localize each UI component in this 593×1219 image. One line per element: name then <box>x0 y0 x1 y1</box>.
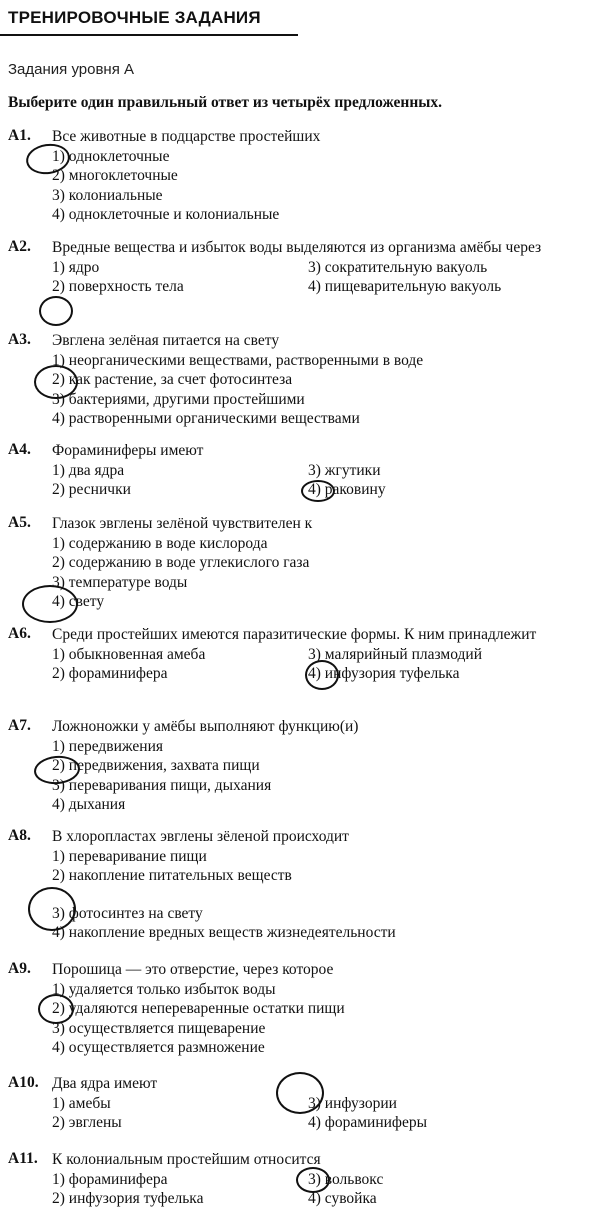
option-1[interactable]: 1) амебы <box>52 1094 111 1112</box>
option-2[interactable]: 2) удаляются непереваренные остатки пищи <box>52 1000 345 1017</box>
question-text: Ложноножки у амёбы выполняют функцию(и) <box>52 718 359 735</box>
question-a5 <box>8 514 590 612</box>
option-1[interactable]: 1) два ядра <box>52 461 125 479</box>
question-a10 <box>8 1074 590 1133</box>
options-grid <box>52 1170 590 1209</box>
option-2[interactable]: 2) накопление питательных веществ <box>52 867 292 884</box>
question-a1 <box>8 127 590 225</box>
option-3[interactable]: 3) переваривания пищи, дыхания <box>52 776 272 794</box>
option-2[interactable]: 2) инфузория туфелька <box>52 1190 204 1207</box>
option-1[interactable]: 1) ядро <box>52 258 100 276</box>
option-2[interactable]: 2) как растение, за счет фотосинтеза <box>52 371 293 388</box>
option-1[interactable]: 1) обыкновенная амеба <box>52 645 206 663</box>
question-text: Все животные в подцарстве простейших <box>52 128 321 145</box>
option-4[interactable]: 4) инфузория туфелька <box>308 665 460 682</box>
option-4[interactable]: 4) раковину <box>308 481 386 498</box>
question-a2 <box>8 238 590 297</box>
option-2[interactable]: 2) содержанию в воде углекислого газа <box>52 554 310 571</box>
question-number: А10. <box>8 1074 39 1091</box>
option-1[interactable]: 1) передвижения <box>52 737 163 755</box>
option-3[interactable]: 3) температуре воды <box>52 573 188 591</box>
question-a4 <box>8 441 590 500</box>
option-2[interactable]: 2) эвглены <box>52 1114 122 1131</box>
question-text: В хлоропластах эвглены зёленой происходит <box>52 828 349 845</box>
option-4[interactable]: 4) пищеварительную вакуоль <box>308 278 502 295</box>
question-text: Два ядра имеют <box>52 1075 158 1092</box>
question-number: А4. <box>8 441 31 458</box>
option-3[interactable]: 3) инфузории <box>308 1094 397 1112</box>
option-2[interactable]: 2) поверхность тела <box>52 278 184 295</box>
question-a7 <box>8 717 590 815</box>
option-3[interactable]: 3) фотосинтез на свету <box>52 904 203 922</box>
question-number: А11. <box>8 1150 38 1167</box>
question-number: А1. <box>8 127 31 144</box>
question-text: Порошица — это отверстие, через которое <box>52 961 334 978</box>
option-3[interactable]: 3) осуществляется пищеварение <box>52 1019 266 1037</box>
option-2[interactable]: 2) многоклеточные <box>52 167 178 184</box>
options-list <box>52 534 590 612</box>
option-2[interactable]: 2) передвижения, захвата пищи <box>52 757 260 774</box>
title-underline <box>0 34 298 36</box>
question-number: А7. <box>8 717 31 734</box>
option-4[interactable]: 4) осуществляется размножение <box>52 1039 265 1056</box>
question-text: Глазок эвглены зелёной чувствителен к <box>52 515 313 532</box>
option-1[interactable]: 1) одноклеточные <box>52 147 170 165</box>
question-text: Вредные вещества и избыток воды выделяются из организма амёбы через <box>52 239 542 256</box>
options-list <box>52 980 590 1058</box>
option-4[interactable]: 4) дыхания <box>52 796 126 813</box>
question-number: А5. <box>8 514 31 531</box>
question-text: К колониальным простейшим относится <box>52 1151 321 1168</box>
option-2[interactable]: 2) фораминифера <box>52 665 168 682</box>
option-1[interactable]: 1) неорганическими веществами, растворенными в воде <box>52 351 424 369</box>
option-3[interactable]: 3) колониальные <box>52 186 163 204</box>
option-4[interactable]: 4) растворенными органическими веществами <box>52 410 360 427</box>
question-a3 <box>8 331 590 429</box>
options-list <box>52 847 590 943</box>
options-grid <box>52 461 590 500</box>
options-list <box>52 351 590 429</box>
question-number: А6. <box>8 625 31 642</box>
question-number: А2. <box>8 238 31 255</box>
option-4[interactable]: 4) свету <box>52 593 105 610</box>
option-4[interactable]: 4) сувойка <box>308 1190 377 1207</box>
option-3[interactable]: 3) бактериями, другими простейшими <box>52 390 305 408</box>
option-4[interactable]: 4) накопление вредных веществ жизнедеятельности <box>52 924 396 941</box>
question-a6 <box>8 625 590 684</box>
page-title: ТРЕНИРОВОЧНЫЕ ЗАДАНИЯ <box>8 8 261 27</box>
question-a9 <box>8 960 590 1058</box>
question-a11 <box>8 1150 590 1209</box>
question-number: А3. <box>8 331 31 348</box>
option-4[interactable]: 4) фораминиферы <box>308 1114 427 1131</box>
option-1[interactable]: 1) фораминифера <box>52 1170 168 1188</box>
question-text: Среди простейших имеются паразитические формы. К ним принадлежит <box>52 626 537 643</box>
options-grid <box>52 1094 590 1133</box>
options-grid <box>52 645 590 684</box>
question-text: Фораминиферы имеют <box>52 442 204 459</box>
option-1[interactable]: 1) удаляется только избыток воды <box>52 980 276 998</box>
question-a8 <box>8 827 590 943</box>
option-1[interactable]: 1) содержанию в воде кислорода <box>52 534 268 552</box>
option-3[interactable]: 3) жгутики <box>308 461 381 479</box>
option-3[interactable]: 3) вольвокс <box>308 1170 384 1188</box>
options-grid <box>52 258 590 297</box>
question-number: А8. <box>8 827 31 844</box>
question-text: Эвглена зелёная питается на свету <box>52 332 280 349</box>
instruction-text: Выберите один правильный ответ из четырёх предложенных. <box>8 94 443 111</box>
options-list <box>52 737 590 815</box>
option-2[interactable]: 2) реснички <box>52 481 131 498</box>
option-4[interactable]: 4) одноклеточные и колониальные <box>52 206 280 223</box>
section-subtitle: Задания уровня А <box>8 61 135 78</box>
options-list <box>52 147 590 225</box>
option-spacer <box>52 886 590 904</box>
option-3[interactable]: 3) малярийный плазмодий <box>308 645 482 663</box>
answer-circle-a2 <box>39 296 73 326</box>
option-1[interactable]: 1) переваривание пищи <box>52 847 207 865</box>
option-3[interactable]: 3) сократительную вакуоль <box>308 258 488 276</box>
question-number: А9. <box>8 960 31 977</box>
